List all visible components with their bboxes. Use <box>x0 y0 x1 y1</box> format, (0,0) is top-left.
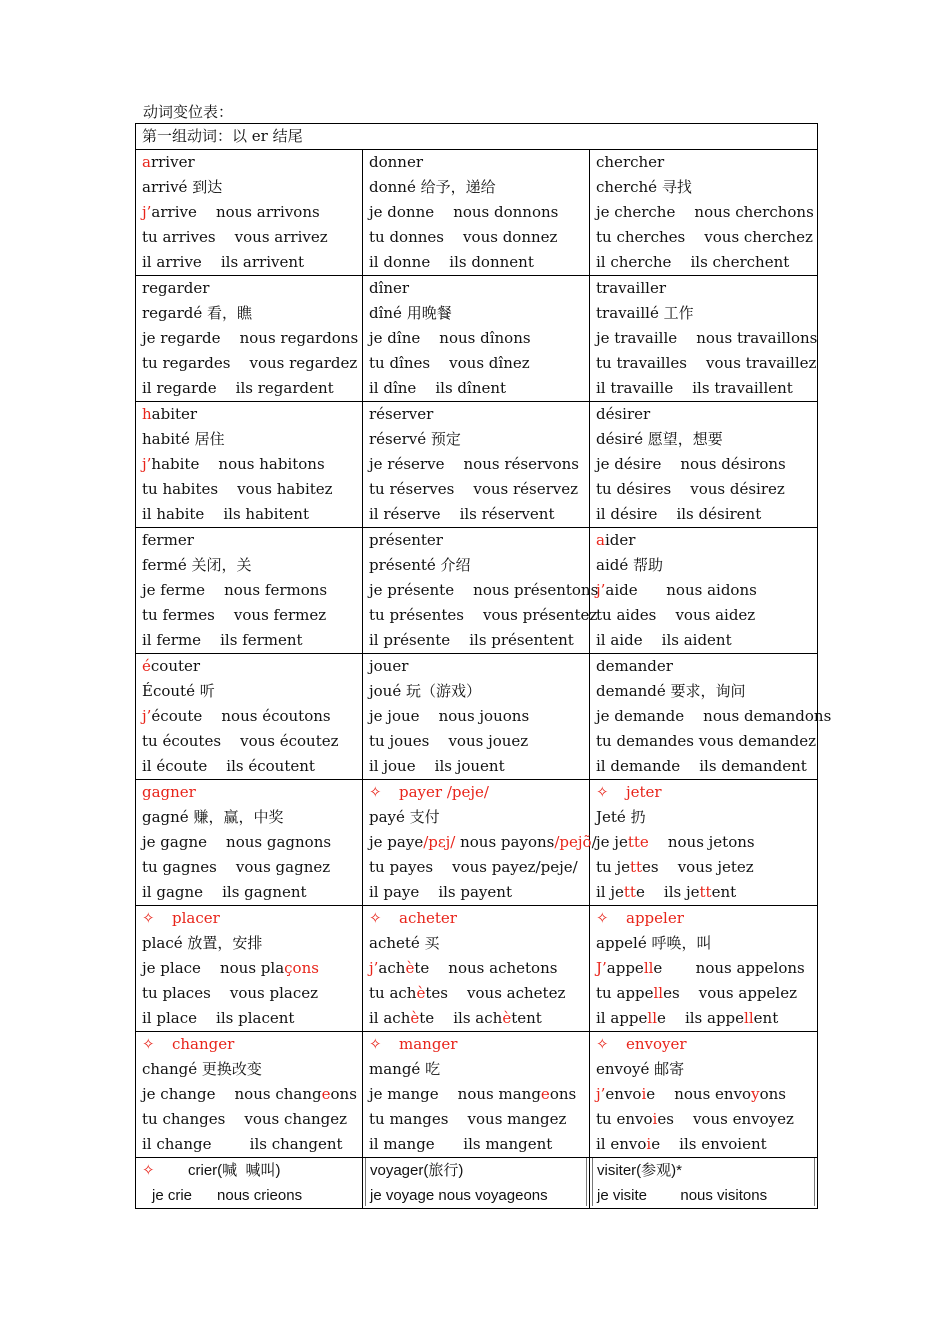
conj-line-1: je gagne nous gagnons <box>142 833 332 851</box>
conj-line-2: tu cherches vous cherchez <box>596 228 813 246</box>
conj-line-1: je donne nous donnons <box>369 203 559 221</box>
conj-line-2: tu présentes vous présentez <box>369 606 598 624</box>
conj-line-2: tu places vous placez <box>142 984 319 1002</box>
infinitive: écouter <box>142 657 201 675</box>
conj-line-3: il donne ils donnent <box>369 253 534 271</box>
conj-line-3: il change ils changent <box>142 1135 343 1153</box>
conj-line-1: j’envoie nous envoyons <box>596 1085 786 1103</box>
conj-line-2: tu manges vous mangez <box>369 1110 567 1128</box>
verb-cell-acheter <box>363 906 590 1032</box>
table-header: 第一组动词：以 er 结尾 <box>136 124 818 150</box>
conj-line-2: tu gagnes vous gagnez <box>142 858 331 876</box>
conj-line-2: tu fermes vous fermez <box>142 606 327 624</box>
conj-line-1: je joue nous jouons <box>369 707 530 725</box>
verb-cell-donner <box>363 150 590 276</box>
verb-cell-voyager <box>363 1158 590 1209</box>
past-participle: réservé 预定 <box>369 430 461 448</box>
star-icon: ✧ <box>596 783 609 801</box>
conj-line-1: je réserve nous réservons <box>369 455 579 473</box>
conj-line-1: J’appelle nous appelons <box>596 959 805 977</box>
conj-line-1: je jette nous jetons <box>596 833 755 851</box>
past-participle: mangé 吃 <box>369 1060 441 1078</box>
conj-line-2: tu donnes vous donnez <box>369 228 558 246</box>
table-row <box>136 528 818 654</box>
conj-line-1: j’aide nous aidons <box>596 581 757 599</box>
verb-cell-arriver <box>136 150 363 276</box>
star-icon: ✧ <box>142 1035 155 1053</box>
conj-line-1: je cherche nous cherchons <box>596 203 814 221</box>
conj-line-1: je travaille nous travaillons <box>596 329 818 347</box>
conj-line-2: tu désires vous désirez <box>596 480 785 498</box>
past-participle: désiré 愿望，想要 <box>596 430 723 448</box>
past-participle: Jeté 扔 <box>596 808 646 826</box>
verb-cell-crier <box>136 1158 363 1209</box>
verb-cell-manger <box>363 1032 590 1158</box>
conj-line-2: tu achètes vous achetez <box>369 984 566 1002</box>
table-row <box>136 402 818 528</box>
conj-line-3: il désire ils désirent <box>596 505 762 523</box>
conj-line-2: tu joues vous jouez <box>369 732 529 750</box>
past-participle: regardé 看，瞧 <box>142 304 253 322</box>
star-icon: ✧ <box>369 909 382 927</box>
star-icon: ✧ <box>369 1035 382 1053</box>
verb-cell-placer <box>136 906 363 1032</box>
conj-line-3: il présente ils présentent <box>369 631 574 649</box>
infinitive: travailler <box>596 279 666 297</box>
conj-line-1: je voyage nous voyageons <box>370 1187 548 1204</box>
verb-cell-envoyer <box>590 1032 818 1158</box>
conj-line-1: je ferme nous fermons <box>142 581 328 599</box>
conj-line-2: tu envoies vous envoyez <box>596 1110 794 1128</box>
infinitive: ✧ appeler <box>596 906 811 931</box>
verb-cell-aider <box>590 528 818 654</box>
past-participle: demandé 要求，询问 <box>596 682 746 700</box>
verb-cell-reserver <box>363 402 590 528</box>
infinitive: regarder <box>142 279 210 297</box>
past-participle: gagné 赚，赢，中奖 <box>142 808 284 826</box>
verb-cell-visiter <box>590 1158 818 1209</box>
conj-line-2: tu écoutes vous écoutez <box>142 732 339 750</box>
infinitive: ✧ jeter <box>596 780 811 805</box>
past-participle: donné 给予，递给 <box>369 178 496 196</box>
table-row <box>136 1158 818 1209</box>
past-participle: placé 放置，安排 <box>142 934 263 952</box>
past-participle: fermé 关闭，关 <box>142 556 252 574</box>
conj-line-2: tu appelles vous appelez <box>596 984 797 1002</box>
conj-line-3: il arrive ils arrivent <box>142 253 305 271</box>
past-participle: dîné 用晚餐 <box>369 304 452 322</box>
conj-line-3: il dîne ils dînent <box>369 379 507 397</box>
table-row <box>136 654 818 780</box>
infinitive: dîner <box>369 279 410 297</box>
table-header-row <box>136 124 818 150</box>
infinitive: ✧ changer <box>142 1032 356 1057</box>
conj-line-1: je dîne nous dînons <box>369 329 531 347</box>
conj-line-3: il place ils placent <box>142 1009 295 1027</box>
table-row <box>136 906 818 1032</box>
past-participle: présenté 介绍 <box>369 556 471 574</box>
conj-line-1: je visite nous visitons <box>597 1187 768 1204</box>
conjugation-table <box>135 123 832 1209</box>
verb-cell-diner <box>363 276 590 402</box>
conj-line-2: tu regardes vous regardez <box>142 354 358 372</box>
table-row <box>136 780 818 906</box>
infinitive: ✧ manger <box>369 1032 583 1057</box>
infinitive: arriver <box>142 153 195 171</box>
conj-line-3: il demande ils demandent <box>596 757 807 775</box>
conj-line-3: il ferme ils ferment <box>142 631 303 649</box>
past-participle: joué 玩（游戏） <box>369 682 481 700</box>
conj-line-1: je regarde nous regardons <box>142 329 359 347</box>
conj-line-3: il regarde ils regardent <box>142 379 334 397</box>
conj-line-2: tu habites vous habitez <box>142 480 333 498</box>
verb-cell-presenter <box>363 528 599 654</box>
past-participle: cherché 寻找 <box>596 178 692 196</box>
verb-cell-changer <box>136 1032 363 1158</box>
past-participle: envoyé 邮寄 <box>596 1060 685 1078</box>
infinitive: habiter <box>142 405 198 423</box>
table-row <box>136 276 818 402</box>
conj-line-3: il envoie ils envoient <box>596 1135 767 1153</box>
past-participle: aidé 帮助 <box>596 556 663 574</box>
verb-cell-appeler <box>590 906 818 1032</box>
star-icon: ✧ <box>596 909 609 927</box>
infinitive: ✧ crier(喊 喊叫) <box>142 1158 356 1183</box>
star-icon: ✧ <box>142 1162 155 1179</box>
infinitive: visiter(参观)* <box>597 1162 682 1179</box>
infinitive: présenter <box>369 531 443 549</box>
verb-cell-jeter <box>590 780 818 906</box>
star-icon: ✧ <box>369 783 382 801</box>
conj-line-3: il cherche ils cherchent <box>596 253 790 271</box>
conj-line-1: je présente nous présentons <box>369 581 599 599</box>
conj-line-3: il mange ils mangent <box>369 1135 553 1153</box>
conj-line-1: j’écoute nous écoutons <box>142 707 331 725</box>
infinitive: aider <box>596 531 636 549</box>
infinitive: gagner <box>142 783 196 801</box>
past-participle: payé 支付 <box>369 808 440 826</box>
conj-line-1: je désire nous désirons <box>596 455 786 473</box>
infinitive: ✧ envoyer <box>596 1032 811 1057</box>
verb-cell-gagner <box>136 780 363 906</box>
infinitive: jouer <box>369 657 409 675</box>
verb-cell-habiter <box>136 402 363 528</box>
conj-line-1: je demande nous demandons <box>596 707 832 725</box>
conj-line-3: il écoute ils écoutent <box>142 757 315 775</box>
verb-cell-desirer <box>590 402 818 528</box>
conj-line-1: je paye/pεj/ nous payons/pejõ/ <box>369 833 597 851</box>
conj-line-1: j’achète nous achetons <box>369 959 558 977</box>
infinitive: ✧ payer /peje/ <box>369 780 583 805</box>
infinitive: demander <box>596 657 673 675</box>
conj-line-1: j’habite nous habitons <box>142 455 325 473</box>
infinitive: désirer <box>596 405 651 423</box>
verb-cell-demander <box>590 654 832 780</box>
past-participle: arrivé 到达 <box>142 178 223 196</box>
conj-line-2: tu réserves vous réservez <box>369 480 579 498</box>
conj-line-3: il habite ils habitent <box>142 505 309 523</box>
conj-line-3: il achète ils achètent <box>369 1009 542 1027</box>
verb-cell-ecouter <box>136 654 363 780</box>
conj-line-1: je mange nous mangeons <box>369 1085 577 1103</box>
conj-line-2: tu demandes vous demandez <box>596 732 817 750</box>
past-participle: appelé 呼唤，叫 <box>596 934 712 952</box>
verb-cell-payer <box>363 780 597 906</box>
document-title: 动词变位表： <box>143 103 234 121</box>
conj-line-1: j’arrive nous arrivons <box>142 203 320 221</box>
table-row <box>136 150 818 276</box>
infinitive: ✧ acheter <box>369 906 583 931</box>
verb-cell-chercher <box>590 150 818 276</box>
past-participle: changé 更换改变 <box>142 1060 262 1078</box>
infinitive: voyager(旅行) <box>370 1162 464 1179</box>
conj-line-3: il travaille ils travaillent <box>596 379 793 397</box>
conj-line-2: tu changes vous changez <box>142 1110 348 1128</box>
conj-line-2: tu aides vous aidez <box>596 606 756 624</box>
star-icon: ✧ <box>142 909 155 927</box>
conj-line-2: tu payes vous payez/peje/ <box>369 858 578 876</box>
conj-line-2: tu jettes vous jetez <box>596 858 754 876</box>
conj-line-3: il paye ils payent <box>369 883 512 901</box>
verb-cell-jouer <box>363 654 590 780</box>
conj-line-2: tu dînes vous dînez <box>369 354 530 372</box>
star-icon: ✧ <box>596 1035 609 1053</box>
conj-line-2: tu arrives vous arrivez <box>142 228 328 246</box>
conj-line-2: tu travailles vous travaillez <box>596 354 817 372</box>
table-row <box>136 1032 818 1158</box>
conj-line-1: je crie nous crieons <box>152 1187 303 1204</box>
infinitive: donner <box>369 153 424 171</box>
verb-cell-fermer <box>136 528 363 654</box>
infinitive: ✧ placer <box>142 906 356 931</box>
infinitive: fermer <box>142 531 194 549</box>
conj-line-3: il joue ils jouent <box>369 757 505 775</box>
conj-line-1: je change nous changeons <box>142 1085 357 1103</box>
conj-line-3: il aide ils aident <box>596 631 732 649</box>
conj-line-3: il jette ils jettent <box>596 883 737 901</box>
conj-line-3: il appelle ils appellent <box>596 1009 779 1027</box>
past-participle: Écouté 听 <box>142 682 215 700</box>
past-participle: travaillé 工作 <box>596 304 694 322</box>
infinitive: chercher <box>596 153 665 171</box>
past-participle: acheté 买 <box>369 934 440 952</box>
verb-cell-regarder <box>136 276 363 402</box>
infinitive: réserver <box>369 405 434 423</box>
conj-line-3: il gagne ils gagnent <box>142 883 307 901</box>
conj-line-1: je place nous plaçons <box>142 959 319 977</box>
past-participle: habité 居住 <box>142 430 225 448</box>
conj-line-3: il réserve ils réservent <box>369 505 555 523</box>
verb-cell-travailler <box>590 276 818 402</box>
